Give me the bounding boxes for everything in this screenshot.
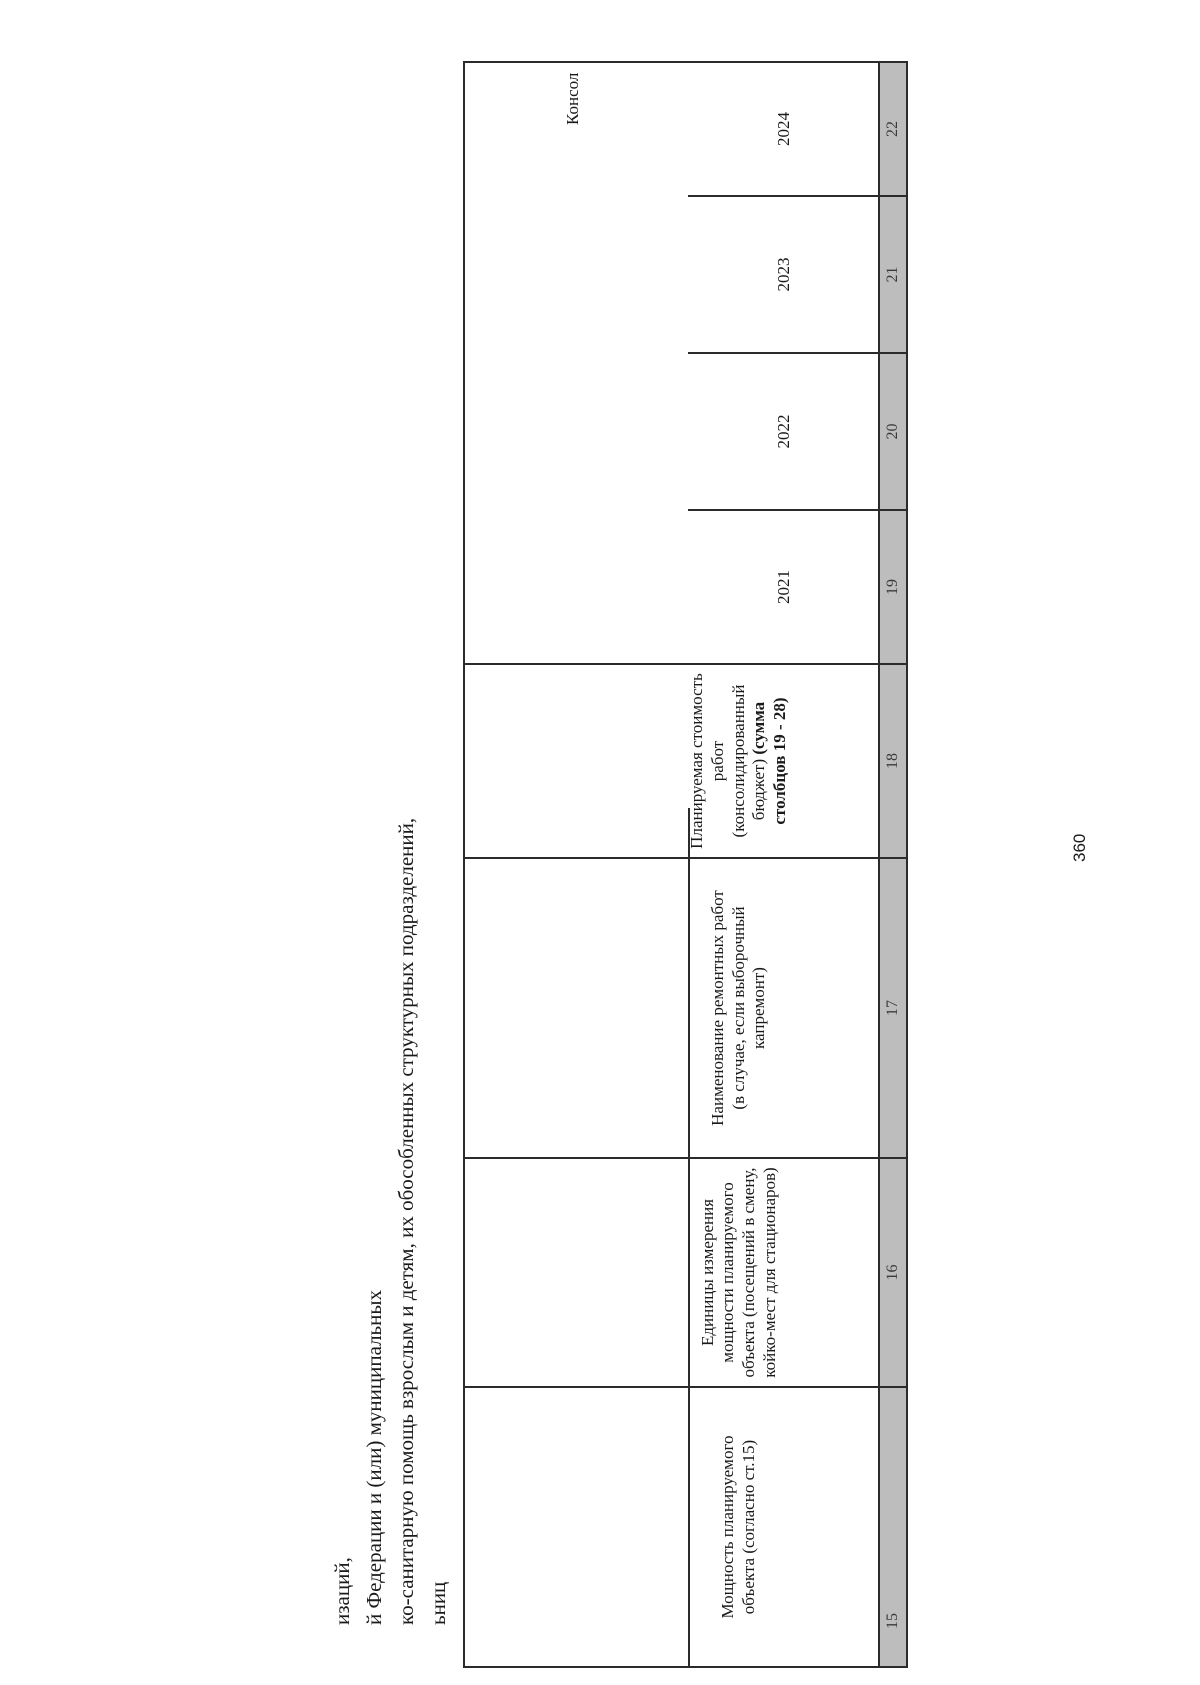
header-line-1: изаций,	[330, 1557, 354, 1625]
column-header-capacity: Мощность планируемого объекта (согласно ст.15)	[718, 1435, 758, 1619]
year-2021: 2021	[774, 570, 793, 604]
column-number-20: 20	[884, 423, 901, 440]
column-number-22: 22	[884, 121, 901, 137]
column-number-21: 21	[884, 266, 901, 283]
planned-cost-formula: (сумма столбцов 19 - 28)	[749, 697, 790, 825]
header-line-3: ко-санитарную помощь взрослым и детям, их обособленных структурных подразделений,	[394, 817, 418, 1625]
year-2024: 2024	[774, 112, 793, 146]
header-line-2: й Федерации и (или) муниципальных	[362, 1290, 386, 1625]
column-number-16: 16	[884, 1264, 901, 1281]
year-2023: 2023	[774, 257, 793, 292]
column-header-planned-cost	[600, 665, 878, 857]
column-header-repair-name: Наименование ремонтных работ (в случае, если выборочный капремонт)	[707, 890, 769, 1126]
header-line-4: ьниц	[426, 1581, 450, 1625]
partial-header-consolidated: Консол	[563, 72, 582, 125]
column-number-15: 15	[884, 1613, 901, 1629]
column-number-17: 17	[884, 1000, 901, 1016]
column-header-units: Единицы измерения мощности планируемого объекта (посещений в смену, койко-мест для стационаров)	[697, 1167, 779, 1378]
page-number: 360	[1070, 833, 1089, 862]
column-number-19: 19	[884, 579, 901, 595]
column-number-18: 18	[884, 753, 901, 769]
year-2022: 2022	[774, 414, 793, 449]
planned-cost-label: Планируемая стоимость работ (консолидированный бюджет)	[687, 673, 769, 849]
